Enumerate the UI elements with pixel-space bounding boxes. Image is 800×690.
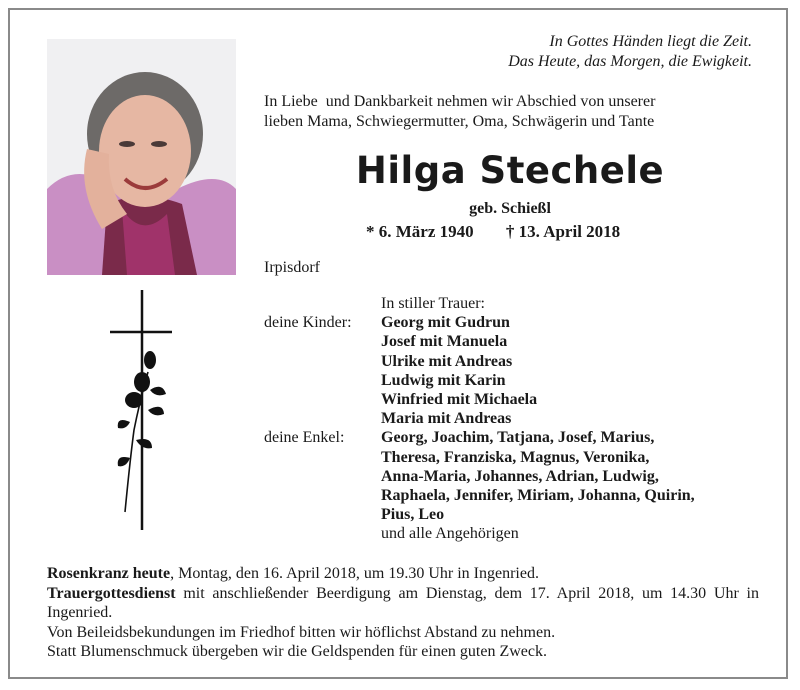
motto-line: In Gottes Händen liegt die Zeit.	[549, 33, 752, 50]
hometown: Irpisdorf	[264, 259, 320, 276]
mourners-heading-row	[264, 294, 781, 313]
funeral-mass-label: Trauergottesdienst	[47, 584, 176, 602]
obituary-notice	[8, 8, 788, 679]
condolence-note: Von Beileidsbekundungen im Friedhof bitten wir höflichst Abstand zu nehmen.	[47, 623, 556, 641]
rosary-info	[47, 564, 759, 584]
donation-note: Statt Blumenschmuck übergeben wir die Geldspenden für einen guten Zweck.	[47, 643, 548, 660]
grandchildren-line: Pius, Leo	[381, 506, 445, 524]
motto-line: Das Heute, das Morgen, die Ewigkeit.	[508, 53, 752, 70]
mourners-section	[264, 294, 781, 544]
grandchildren-line: Georg, Joachim, Tatjana, Josef, Marius,	[381, 429, 655, 447]
grandchildren-line: Anna-Maria, Johannes, Adrian, Ludwig,	[381, 467, 659, 485]
intro-line: lieben Mama, Schwiegermutter, Oma, Schwägerin und Tante	[264, 113, 655, 130]
birth-date: * 6. März 1940	[366, 222, 474, 241]
grandchildren-line: Theresa, Franziska, Magnus, Veronika,	[381, 448, 650, 466]
intro-line: In Liebe und Dankbarkeit nehmen wir Abschied von unserer	[264, 93, 656, 110]
others-row	[264, 524, 781, 543]
child-entry: Maria mit Andreas	[381, 410, 512, 428]
deceased-name: Hilga Stechele	[355, 149, 665, 192]
other-relatives: und alle Angehörigen	[381, 525, 519, 543]
rosary-label: Rosenkranz heute	[47, 565, 171, 582]
cross-rose-icon	[108, 290, 183, 537]
death-date: † 13. April 2018	[505, 222, 621, 241]
intro-text	[264, 92, 655, 132]
child-entry: Josef mit Manuela	[381, 333, 508, 351]
children-label: deine Kinder:	[264, 314, 352, 332]
portrait-photo	[47, 39, 236, 275]
grandchildren-label: deine Enkel:	[264, 429, 345, 447]
life-dates	[366, 222, 648, 242]
mourners-heading: In stiller Trauer:	[381, 295, 485, 312]
funeral-mass-info	[47, 584, 759, 623]
rosary-text: , Montag, den 16. April 2018, um 19.30 Uhr in Ingenried.	[170, 565, 539, 582]
child-entry: Georg mit Gudrun	[381, 314, 510, 332]
funeral-mass-text: mit anschließender Beerdigung am Dienstag, dem 17. April 2018, um 14.30 Uhr in Ingenried.	[47, 584, 759, 621]
child-entry: Ulrike mit Andreas	[381, 352, 513, 370]
motto	[508, 32, 752, 72]
birth-name: geb. Schießl	[469, 200, 551, 217]
service-info	[47, 564, 759, 662]
grandchildren-line: Raphaela, Jennifer, Miriam, Johanna, Quirin,	[381, 487, 695, 505]
grandchildren-group	[264, 428, 781, 524]
children-group	[264, 313, 781, 428]
child-entry: Ludwig mit Karin	[381, 371, 506, 389]
child-entry: Winfried mit Michaela	[381, 391, 538, 409]
